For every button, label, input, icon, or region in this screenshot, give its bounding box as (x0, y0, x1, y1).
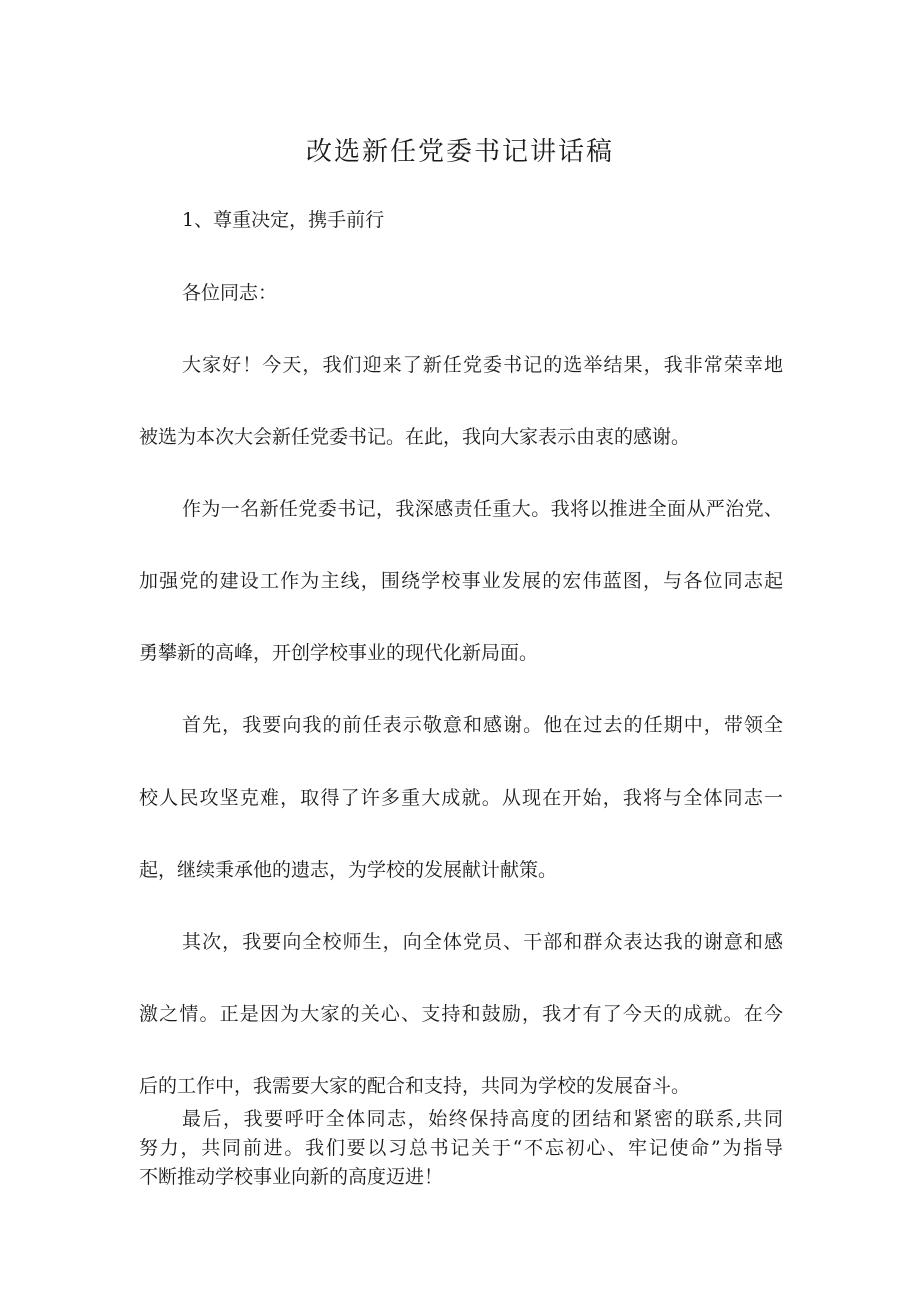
paragraph-5-line-2: 努力，共同前进。我们要以习总书记关于“不忘初心、牢记使命”为指导 (139, 1137, 783, 1159)
paragraph-2-line-2: 加强党的建设工作为主线，围绕学校事业发展的宏伟蓝图，与各位同志起 (139, 570, 783, 592)
paragraph-4-line-2: 激之情。正是因为大家的关心、支持和鼓励，我才有了今天的成就。在今 (139, 1003, 783, 1025)
section-heading: 1、尊重决定，携手前行 (182, 209, 385, 231)
paragraph-5-line-3: 不断推动学校事业向新的高度迈进！ (139, 1166, 444, 1188)
paragraph-4-line-1: 其次，我要向全校师生，向全体党员、干部和群众表达我的谢意和感 (182, 931, 783, 953)
paragraph-3-line-3: 起，继续秉承他的遗志，为学校的发展献计献策。 (139, 859, 558, 881)
paragraph-4-line-3: 后的工作中，我需要大家的配合和支持，共同为学校的发展奋斗。 (139, 1075, 691, 1097)
paragraph-1-line-1: 大家好！今天，我们迎来了新任党委书记的选举结果，我非常荣幸地 (182, 354, 783, 376)
salutation: 各位同志： (182, 282, 278, 304)
paragraph-2-line-1: 作为一名新任党委书记，我深感责任重大。我将以推进全面从严治党、 (182, 498, 783, 520)
paragraph-3-line-2: 校人民攻坚克难，取得了许多重大成就。从现在开始，我将与全体同志一 (139, 787, 783, 809)
document-title: 改选新任党委书记讲话稿 (305, 137, 614, 167)
paragraph-2-line-3: 勇攀新的高峰，开创学校事业的现代化新局面。 (139, 642, 539, 664)
paragraph-1-line-2: 被选为本次大会新任党委书记。在此，我向大家表示由衷的感谢。 (139, 426, 691, 448)
paragraph-5-line-1: 最后，我要呼吁全体同志，始终保持高度的团结和紧密的联系,共同 (182, 1108, 783, 1130)
paragraph-3-line-1: 首先，我要向我的前任表示敬意和感谢。他在过去的任期中，带领全 (182, 714, 783, 736)
